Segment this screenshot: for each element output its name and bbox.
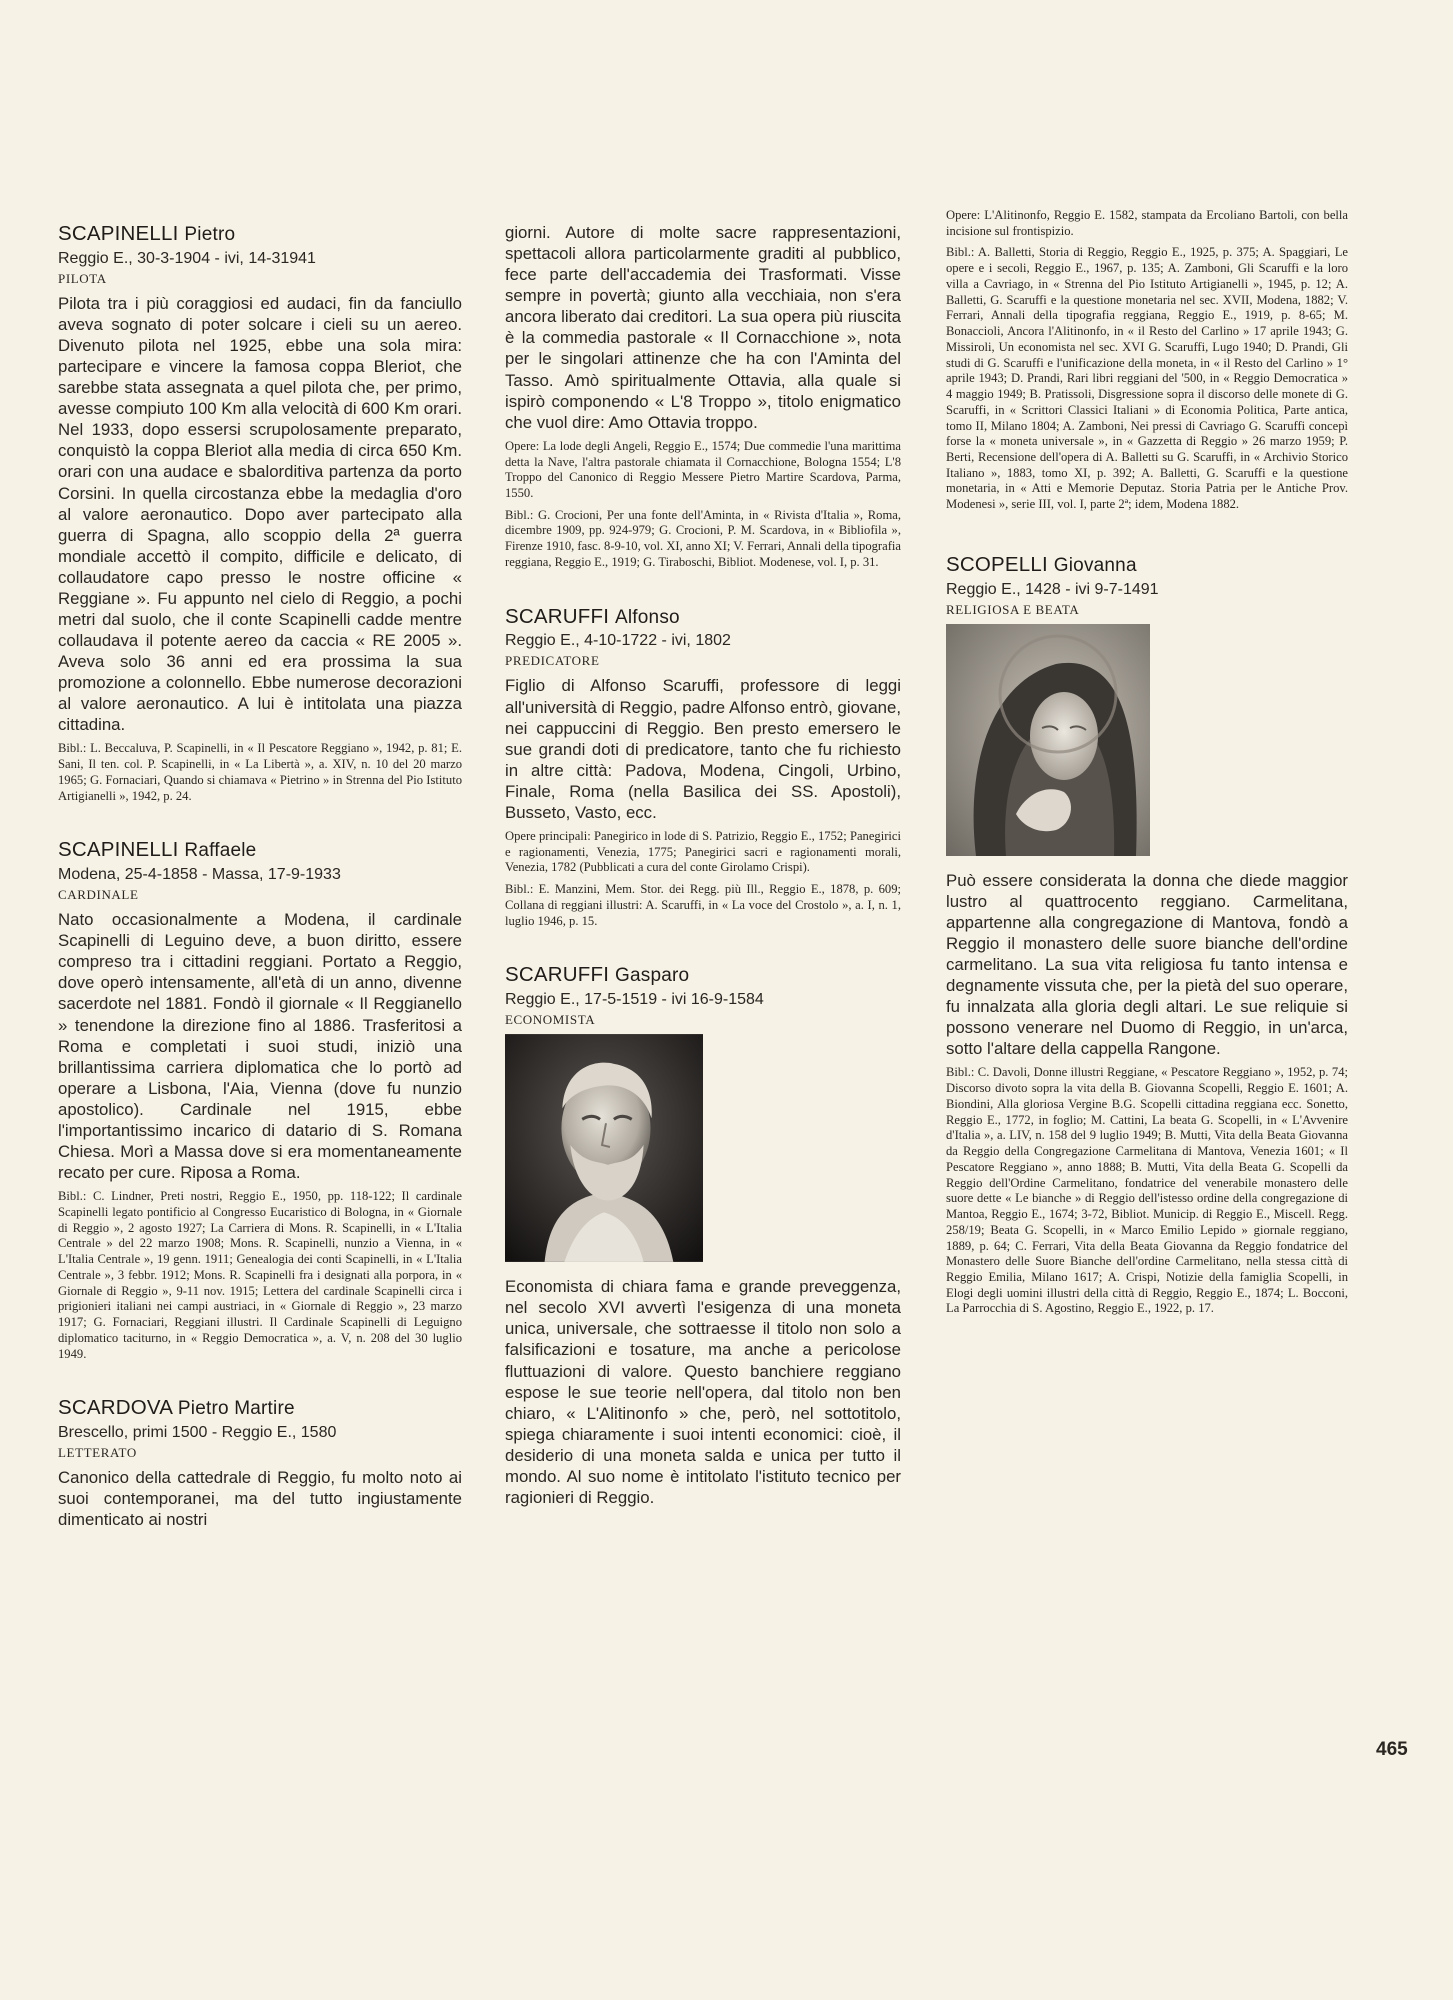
entry-bibliography: Bibl.: L. Beccaluva, P. Scapinelli, in « Il Pescatore Reggiano », 1942, p. 81; E. Sani, Il ten. col. P. Scapinelli, in « La Libertà », a. XIV, n. 10 del 20 marzo 1965; G. Fornaciari, Quando si chiamava « Pietrino » in Strenna del Pio Istituto Artigianelli », 1942, p. 24.: [58, 741, 462, 803]
entry-bibliography: Bibl.: C. Lindner, Preti nostri, Reggio E., 1950, pp. 118-122; Il cardinale Scapinelli legato pontificio al Congresso Eucaristico di Bologna, in « Giornale di Reggio », 2 agosto 1927; La Carriera di Mons. R. Scapinelli, in « L'Italia Centrale » del 22 marzo 1908; Mons. R. Scapinelli, nunzio a Vienna, in « L'Italia Centrale », 19 genn. 1911; Genealogia dei conti Scapinelli, in « L'Italia Centrale », 3 febbr. 1912; Mons. R. Scapinelli fra i designati alla porpora, in « Giornale di Reggio », 9-11 nov. 1915; Lettera del cardinale Scapinelli circa i prigionieri italiani nei campi austriaci, in « Giornale di Reggio », 23 marzo 1917; G. Fornaciari, Reggiani illustri. Il Cardinale Scapinelli di Leguigno diplomatico taciturno, in « Reggio Democratica », a. V, n. 208 del 30 luglio 1949.: [58, 1189, 462, 1361]
entry-scardova-pietro-martire: [58, 1396, 462, 1530]
entry-scardova-continued: [505, 222, 901, 571]
given-name: Raffaele: [184, 840, 257, 862]
entry-scaruffi-gasparo-continued: [946, 208, 1348, 513]
entry-bibliography: Bibl.: G. Crocioni, Per una fonte dell'Aminta, in « Rivista d'Italia », Roma, dicembre 1909, pp. 924-979; G. Crocioni, P. M. Scardova, in « Bibliofila », Firenze 1910, fasc. 8-9-10, vol. XI, anno XI; V. Ferrari, Annali della tipografia reggiana, Reggio E., 1919; G. Tiraboschi, Bibliot. Modenese, vol. I, p. 31.: [505, 507, 901, 569]
entry-role: PREDICATORE: [505, 653, 600, 669]
entry-body: Figlio di Alfonso Scaruffi, professore di leggi all'università di Reggio, padre Alfonso entrò, giovane, nei cappuccini di Reggio. Ben presto emersero le sue grandi doti di predicatore, tanto che fu richiesto in altre città: Padova, Modena, Cingoli, Urbino, Finale, Roma (nella Basilica dei SS. Apostoli), Busseto, Vasto, ecc.: [505, 676, 901, 822]
entry-body: Canonico della cattedrale di Reggio, fu molto noto ai suoi contemporanei, ma del tutto ingiustamente dimenticato ai nostri: [58, 1468, 462, 1530]
portrait-scaruffi-gasparo: [505, 1034, 703, 1262]
given-name: Pietro Martire: [177, 1398, 295, 1420]
entry-name: [505, 605, 901, 630]
entry-scopelli-giovanna: [946, 553, 1348, 1317]
surname: SCARUFFI: [505, 963, 610, 987]
entry-dates: Brescello, primi 1500 - Reggio E., 1580: [58, 1424, 337, 1442]
entry-scaruffi-alfonso: [505, 605, 901, 930]
entry-dates: Reggio E., 30-3-1904 - ivi, 14-31941: [58, 249, 316, 267]
entry-scaruffi-gasparo: [505, 963, 901, 1508]
entry-scapinelli-raffaele: [58, 838, 462, 1362]
entry-name: [505, 963, 901, 988]
surname: SCARUFFI: [505, 604, 610, 628]
entry-name: [58, 838, 462, 863]
portrait-scopelli-giovanna: [946, 624, 1150, 856]
entry-dates: Modena, 25-4-1858 - Massa, 17-9-1933: [58, 866, 341, 884]
entry-role: PILOTA: [58, 270, 107, 286]
entry-scapinelli-pietro: [58, 222, 462, 804]
entry-works: Opere: L'Alitinonfo, Reggio E. 1582, stampata da Ercoliano Bartoli, con bella incisione sul frontispizio.: [946, 208, 1348, 238]
entry-body-continued: giorni. Autore di molte sacre rappresentazioni, spettacoli allora particolarmente graditi al pubblico, fece parte dell'accademia dei Trasformati. Visse sempre in povertà; giunto alla vecchiaia, non s'era ancora liberato dai creditori. La sua opera più riuscita è la commedia pastorale « Il Cornacchione », nota per le singolari attinenze che ha con l'Aminta del Tasso. Amò spiritualmente Ottavia, alla quale si ispirò componendo « L'8 Troppo », titolo enigmatico che vuol dire: Amo Ottavia troppo.: [505, 223, 901, 432]
surname: SCARDOVA: [58, 1396, 172, 1420]
page-number: 465: [1376, 1739, 1408, 1760]
entry-works: Opere: La lode degli Angeli, Reggio E., 1574; Due commedie l'una marittima detta la Nave, l'altra pastorale chiamata il Cornacchione, Bologna 1554; L'8 Troppo del Canonico di Reggio Messere Pietro Martire Scardova, Parma, 1550.: [505, 438, 901, 500]
column-middle: [505, 222, 901, 1542]
entry-bibliography: Bibl.: C. Davoli, Donne illustri Reggiane, « Pescatore Reggiano », 1952, p. 74; Discorso divoto sopra la vita della B. Giovanna Scopelli, Reggio E. 1601; A. Biondini, Alla gloriosa Vergine B.G. Scopelli cittadina reggiana ecc. Sonetto, Reggio E., 1772, in foglio; M. Cattini, La beata G. Scopelli, in « L'Avvenire d'Italia », a. LIV, n. 158 del 9 luglio 1949; B. Mutti, Vita della Beata Giovanna da Reggio della Congregazione Carmelitana di Mantova, Venezia 1601; « Il Pescatore Reggiano », anno 1888; B. Mutti, Vita della Beata G. Scopelli da Reggio dell'Ordine Carmelitano, fondatrice del venerabile monastero delle suore dette « Le bianche » di Reggio dell'istesso ordine della congregazione di Mantoa, Reggio E., 1674; 3-72, Bibliot. Municip. di Reggio E., Miscell. Regg. 258/19; Beata G. Scopelli, in « Marco Emilio Lepido » giornale reggiano, 1889, p. 64; C. Ferrari, Vita della Beata Giovanna da Reggio fondatrice del Monastero delle Suore Bianche dell'ordine Carmelitano, nella stessa città di Reggio Emilia, Milano 1617; A. Crispi, Notizie della famiglia Scopelli, in Elogi degli uomini illustri della città di Reggio, Reggio E., 1874; L. Bocconi, La Parrocchia di S. Agostino, Reggio E., 1922, p. 17.: [946, 1065, 1348, 1316]
entry-dates: Reggio E., 4-10-1722 - ivi, 1802: [505, 632, 731, 650]
portrait-madonna-image: [946, 624, 1150, 856]
given-name: Alfonso: [615, 606, 680, 628]
column-right: [946, 208, 1348, 1351]
entry-body: Pilota tra i più coraggiosi ed audaci, fin da fanciullo aveva sognato di poter solcare i cieli su un aereo. Divenuto pilota nel 1925, ebbe una sola mira: partecipare e vincere la famosa coppa Bleriot, che sarebbe stata assegnata a quel pilota che, per primo, avesse compiuto 100 Km alla velocità di 600 Km orari. Nel 1933, dopo essersi scrupolosamente preparato, conquistò la coppa Bleriot alla media di circa 650 Km. orari con una audace e sbalorditiva partenza da porto Corsini. In quella circostanza ebbe la medaglia d'oro al valore aeronautico. Dopo aver partecipato alla guerra di Spagna, allo scoppio della 2ª guerra mondiale accettò il compito, difficile e delicato, di collaudatore capo presso le nostre officine « Reggiane ». Fu appunto nel cielo di Reggio, a pochi metri dal suolo, che il conte Scapinelli cadde mentre collaudava il potente aereo da caccia « RE 2005 ». Aveva solo 36 anni ed era prossima la sua promozione a colonnello. Ebbe numerose decorazioni al valore aeronautico. A lui è intitolata una piazza cittadina.: [58, 293, 462, 735]
entry-role: ECONOMISTA: [505, 1012, 596, 1028]
entry-name: [58, 1396, 462, 1421]
entry-body: Nato occasionalmente a Modena, il cardinale Scapinelli di Leguino deve, a buon diritto, essere compreso tra i cittadini reggiani. Portato a Reggio, dove operò intensamente, all'età di un anno, divenne sacerdote nel 1881. Fondò il giornale « Il Reggianello » tenendone la direzione fino al 1886. Trasferitosi a Roma e completati i suoi studi, iniziò una brillantissima carriera diplomatica che lo portò ad operare a Lisbona, l'Aia, Vienna (dove fu nunzio apostolico). Cardinale nel 1915, ebbe l'importantissimo incarico di datario di S. Romana Chiesa. Morì a Massa dove si era momentaneamente recato per cure. Riposa a Roma.: [58, 910, 462, 1183]
surname: SCAPINELLI: [58, 222, 179, 245]
entry-name: [946, 553, 1348, 578]
surname: SCAPINELLI: [58, 838, 179, 862]
entry-dates: Reggio E., 1428 - ivi 9-7-1491: [946, 580, 1159, 598]
entry-dates: Reggio E., 17-5-1519 - ivi 16-9-1584: [505, 991, 764, 1009]
column-left: [58, 222, 462, 1564]
entry-role: RELIGIOSA E BEATA: [946, 601, 1080, 617]
portrait-bust-image: [505, 1034, 703, 1262]
entry-works: Opere principali: Panegirico in lode di S. Patrizio, Reggio E., 1752; Panegirici e ragionamenti, Venezia, 1775; Panegirici sacri e ragionamenti morali, Venezia, 1782 (Pubblicati a cura del conte Girolamo Crispi).: [505, 829, 901, 875]
entry-bibliography: Bibl.: E. Manzini, Mem. Stor. dei Regg. più Ill., Reggio E., 1878, p. 609; Collana di reggiani illustri: A. Scaruffi, in « La voce del Crostolo », a. I, n. 1, luglio 1946, p. 15.: [505, 882, 901, 928]
entry-role: LETTERATO: [58, 1445, 137, 1461]
entry-role: CARDINALE: [58, 887, 139, 903]
entry-bibliography: Bibl.: A. Balletti, Storia di Reggio, Reggio E., 1925, p. 375; A. Spaggiari, Le opere e i secoli, Reggio E., 1967, p. 135; A. Zamboni, Gli Scaruffi e la loro villa a Cavriago, in « Strenna del Pio Istituto Artigianelli », 1945, p. 12; A. Balletti, G. Scaruffi e la questione monetaria nel sec. XVII, Modena, 1882; V. Ferrari, Annali della tipografia reggiana, Reggio E., 1919, p. 8-65; M. Bonaccioli, Ancora l'Alitinonfo, in « il Resto del Carlino » 17 aprile 1943; G. Missiroli, Un economista nel sec. XVI G. Scaruffi, Lugo 1940; D. Prandi, Gli studi di G. Scaruffi e l'unificazione della moneta, in « il Resto del Carlino » 1° aprile 1943; D. Prandi, Rari libri reggiani del '500, in « Reggio Democratica » 4 maggio 1949; B. Pratissoli, Disgressione sopra il discorso delle monete di G. Scaruffi, in « Scrittori Classici Italiani » di Economia Politica, Parte antica, tomo II, Milano 1804; A. Zamboni, Nei pressi di Cavriago G. Scaruffi concepì forse la « moneta universale », in « Gazzetta di Reggio » 26 marzo 1959; P. Berti, Recensione dell'opera di A. Balletti su G. Scaruffi, in « Archivio Storico Italiano », 1883, tomo XI, p. 392; A. Balletti, G. Scaruffi e la questione monetaria, in « Atti e Memorie Deputaz. Storia Patria per le Antiche Prov. Modenesi », serie III, vol. I, parte 2ª; idem, Modena 1882.: [946, 245, 1348, 512]
given-name: Gasparo: [615, 965, 690, 987]
entry-body: Può essere considerata la donna che diede maggior lustro al quattrocento reggiano. Carmelitana, appartenne alla congregazione di Mantova, fondò a Reggio il monastero delle suore bianche dell'ordine carmelitano. La sua vita religiosa fu tanto intensa e degnamente vissuta che, per la pietà del suo operare, fu innalzata alla gloria degli altari. Le sue reliquie si possono venerare nel Duomo di Reggio, in un'arca, sotto l'altare della cappella Rangone.: [946, 870, 1348, 1059]
given-name: Giovanna: [1053, 554, 1137, 576]
given-name: Pietro: [184, 224, 236, 245]
entry-body: Economista di chiara fama e grande preveggenza, nel secolo XVI avvertì l'esigenza di una moneta unica, universale, che sottraesse il titolo non solo a falsificazioni e tosature, ma anche a pericolose fluttuazioni di valore. Questo banchiere reggiano espose le sue teorie nell'opera, dal titolo non ben chiaro, « L'Alitinonfo » che, però, nel sottotitolo, spiega chiaramente i suoi intenti economici: cioè, il desiderio di una moneta salda e unica per tutto il mondo. Al suo nome è intitolato l'istituto tecnico per ragionieri di Reggio.: [505, 1277, 901, 1507]
entry-name: [58, 222, 462, 247]
surname: SCOPELLI: [946, 552, 1048, 576]
